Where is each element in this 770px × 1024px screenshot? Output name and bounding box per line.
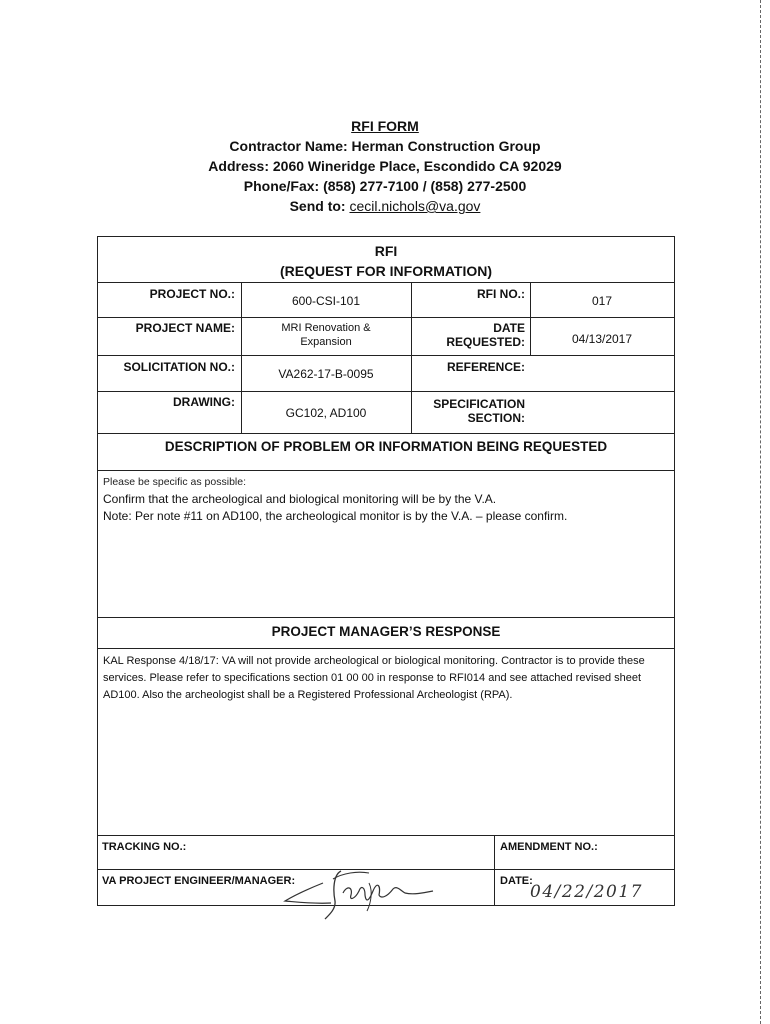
project-name-value: MRI Renovation & Expansion bbox=[281, 322, 371, 348]
rfi-title-block bbox=[98, 241, 674, 281]
signature-date-label: DATE: bbox=[500, 875, 533, 887]
drawing-value: GC102, AD100 bbox=[285, 406, 367, 420]
date-requested-label: DATE REQUESTED: bbox=[446, 321, 525, 349]
grid-line bbox=[494, 835, 495, 905]
response-heading: PROJECT MANAGER’S RESPONSE bbox=[271, 624, 501, 639]
drawing-label: DRAWING: bbox=[173, 395, 235, 409]
engineer-signature-label: VA PROJECT ENGINEER/MANAGER: bbox=[102, 875, 296, 887]
description-line-1: Confirm that the archeological and biological monitoring will be by the V.A. bbox=[103, 492, 497, 506]
handwritten-date-text: 04/22/2017 bbox=[530, 882, 643, 902]
specification-label-line2: SECTION: bbox=[467, 411, 525, 425]
tracking-no-label: TRACKING NO.: bbox=[102, 841, 187, 853]
grid-line bbox=[411, 282, 412, 433]
grid-line bbox=[241, 282, 242, 433]
send-to-email: cecil.nichols@va.gov bbox=[349, 198, 481, 214]
grid-line bbox=[98, 317, 674, 318]
contractor-phone-fax: Phone/Fax: (858) 277-7100 / (858) 277-2500 bbox=[243, 178, 527, 194]
date-requested-value: 04/13/2017 bbox=[571, 332, 633, 346]
grid-line bbox=[98, 355, 674, 356]
form-header bbox=[150, 116, 620, 216]
section-divider bbox=[98, 648, 674, 649]
contractor-address: Address: 2060 Wineridge Place, Escondido CA 92029 bbox=[208, 158, 562, 174]
rfi-no-value: 017 bbox=[591, 294, 613, 308]
handwritten-signature bbox=[273, 861, 443, 923]
solicitation-no-label: SOLICITATION NO.: bbox=[123, 360, 235, 374]
project-no-label: PROJECT NO.: bbox=[149, 287, 235, 301]
section-divider bbox=[98, 835, 674, 836]
project-no-value: 600-CSI-101 bbox=[291, 294, 361, 308]
send-to-line bbox=[150, 196, 620, 216]
section-divider bbox=[98, 470, 674, 471]
specification-label-line1: SPECIFICATION bbox=[433, 397, 525, 411]
reference-label: REFERENCE: bbox=[446, 360, 525, 374]
rfi-form bbox=[97, 236, 675, 906]
description-hint: Please be specific as possible: bbox=[103, 476, 246, 488]
rfi-no-label: RFI NO.: bbox=[477, 287, 525, 301]
amendment-no-label: AMENDMENT NO.: bbox=[500, 841, 598, 853]
page-edge-line bbox=[760, 0, 761, 1024]
contractor-name: Contractor Name: Herman Construction Group bbox=[229, 138, 541, 154]
specification-section-label bbox=[414, 397, 525, 425]
grid-line bbox=[98, 282, 674, 283]
solicitation-no-value: VA262-17-B-0095 bbox=[278, 367, 374, 381]
description-heading: DESCRIPTION OF PROBLEM OR INFORMATION BEING REQUESTED bbox=[164, 439, 608, 454]
section-divider bbox=[98, 617, 674, 618]
send-to-label: Send to: bbox=[289, 198, 346, 214]
rfi-subtitle: (REQUEST FOR INFORMATION) bbox=[279, 263, 493, 279]
grid-line bbox=[530, 282, 531, 355]
project-name-label: PROJECT NAME: bbox=[135, 321, 235, 335]
rfi-title: RFI bbox=[374, 243, 398, 259]
grid-line bbox=[98, 391, 674, 392]
grid-line bbox=[98, 433, 674, 434]
handwritten-date bbox=[530, 877, 672, 905]
description-line-2: Note: Per note #11 on AD100, the archeological monitor is by the V.A. – please confirm. bbox=[103, 509, 568, 523]
form-title: RFI FORM bbox=[351, 118, 419, 134]
response-text: KAL Response 4/18/17: VA will not provide archeological or biological monitoring. Contractor is to provide these services. Please refer to specifications section 01 00 00 in response to RFI014 and see attached revised sheet AD100. Also the archeologist shall be a Registered Professional Archeologist (RPA). bbox=[103, 655, 645, 701]
